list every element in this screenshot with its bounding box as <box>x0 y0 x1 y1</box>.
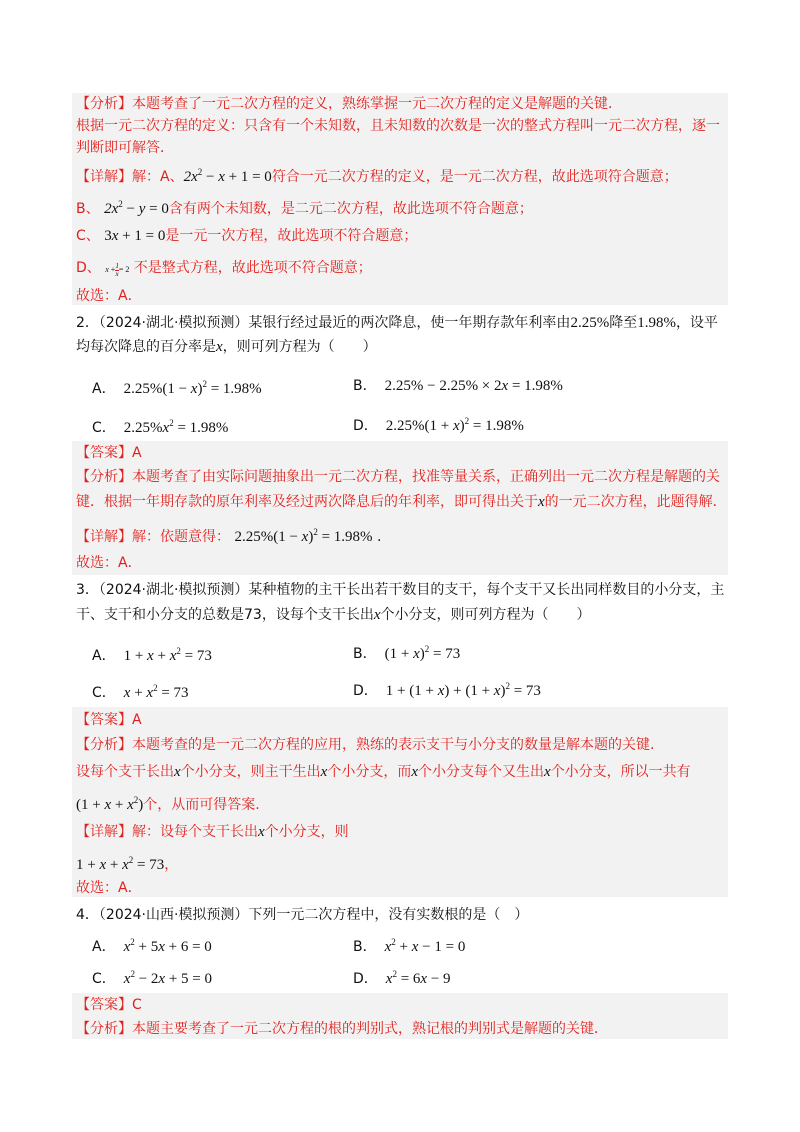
q2-stem-line1: 2．（2024·湖北·模拟预测）某银行经过最近的两次降息，使一年期存款年利率由2.25%降至1.98%，设平 <box>76 315 718 331</box>
q3-option-d[interactable]: D． $1 + (1 + x) + (1 + x)^2 = 73$ <box>353 681 541 699</box>
q2-analysis-line1: 【分析】本题考查了由实际问题抽象出一元二次方程，找准等量关系，正确列出一元二次方程是解题的关 <box>76 469 720 485</box>
q3-stem-line2: 干、支干和小分支的总数是73，设每个支干长出x个小分支，则可列方程为（ ） <box>76 607 591 623</box>
q3-analysis-line3: $(1 + x + x^2)$个，从而可得答案. <box>76 795 260 813</box>
q2-choose: 故选：A． <box>76 555 142 571</box>
q3-choose: 故选：A． <box>76 880 142 896</box>
q4-option-d[interactable]: D． $x^2 = 6x - 9$ <box>353 969 451 987</box>
q3-option-b[interactable]: B． $(1 + x)^2 = 73$ <box>353 644 461 662</box>
q1-analysis-line3: 判断即可解答． <box>76 140 174 156</box>
rate-value: 1.98% <box>637 315 676 331</box>
q3-detail-line1: 【详解】解：设每个支干长出x个小分支，则 <box>76 824 349 840</box>
q4-answer: 【答案】C <box>76 997 142 1013</box>
q1-detail-a: 【详解】解：A、$2x^2 - x + 1 = 0$符合一元二次方程的定义，是一元二次方程，故此选项符合题意； <box>76 167 678 185</box>
q4-option-a[interactable]: A． $x^2 + 5x + 6 = 0$ <box>92 937 212 955</box>
q3-option-a[interactable]: A． $1 + x + x^2 = 73$ <box>92 646 212 664</box>
q4-analysis: 【分析】本题主要考查了一元二次方程的根的判别式，熟记根的判别式是解题的关键． <box>76 1021 608 1037</box>
q4-option-c[interactable]: C． $x^2 - 2x + 5 = 0$ <box>92 969 213 987</box>
q1-detail-d: D、 x + $\frac{1}{x}$ = 2 不是整式方程，故此选项不符合题意； <box>76 260 372 278</box>
rate-value: 2.25% <box>570 315 610 331</box>
equation: $2x^2 - x + 1 = 0$ <box>183 167 272 185</box>
q2-stem-line2: 均每次降息的百分率是x，则可列方程为（ ） <box>76 339 377 355</box>
q2-answer: 【答案】A <box>76 445 142 461</box>
q4-stem: 4．（2024·山西·模拟预测）下列一元二次方程中，没有实数根的是（ ） <box>76 907 529 923</box>
q2-analysis-line2: 键．根据一年期存款的原年利率及经过两次降息后的年利率，即可得出关于x的一元二次方程，此题得解． <box>76 494 727 510</box>
equation: $2x^2 - y = 0$ <box>104 199 169 217</box>
q1-analysis-line1: 【分析】本题考查了一元二次方程的定义，熟练掌握一元二次方程的定义是解题的关键． <box>76 96 622 112</box>
equation: 3x + 1 = 0 <box>104 228 166 244</box>
equation: x + $\frac{1}{x}$ = 2 <box>105 261 130 278</box>
q2-option-b[interactable]: B． 2.25% − 2.25% × 2x = 1.98% <box>353 378 563 394</box>
q1-detail-b: B、 $2x^2 - y = 0$含有两个未知数，是二元二次方程，故此选项不符合题意； <box>76 199 533 217</box>
q1-analysis-line2: 根据一元二次方程的定义：只含有一个未知数，且未知数的次数是一次的整式方程叫一元二次方程，逐一 <box>76 118 720 134</box>
q2-option-c[interactable]: C． $2.25\%x^2 = 1.98\%$ <box>92 418 229 436</box>
q3-detail-line2: $1 + x + x^2 = 73$， <box>76 855 179 873</box>
q3-analysis-line1: 【分析】本题考查的是一元二次方程的应用，熟练的表示支干与小分支的数量是解本题的关键. <box>76 737 655 753</box>
q3-answer: 【答案】A <box>76 712 142 728</box>
q3-stem-line1: 3．（2024·湖北·模拟预测）某种植物的主干长出若干数目的支干，每个支干又长出同样数目的小分支，主 <box>76 582 725 598</box>
q3-analysis-line2: 设每个支干长出x个小分支，则主干生出x个小分支，而x个小分支每个又生出x个小分支，所以一共有 <box>76 764 691 780</box>
q3-option-c[interactable]: C． $x + x^2 = 73$ <box>92 683 189 701</box>
q1-choose: 故选：A． <box>76 288 142 304</box>
q1-detail-c: C、 3x + 1 = 0是一元一次方程，故此选项不符合题意； <box>76 228 418 244</box>
q2-detail: 【详解】解：依题意得： $2.25\%(1 - x)^2 = 1.98\%$ . <box>76 527 382 545</box>
q4-option-b[interactable]: B． $x^2 + x - 1 = 0$ <box>353 937 466 955</box>
q2-option-a[interactable]: A． $2.25\%(1 - x)^2 = 1.98\%$ <box>92 379 262 397</box>
q2-option-d[interactable]: D． $2.25\%(1 + x)^2 = 1.98\%$ <box>353 416 524 434</box>
